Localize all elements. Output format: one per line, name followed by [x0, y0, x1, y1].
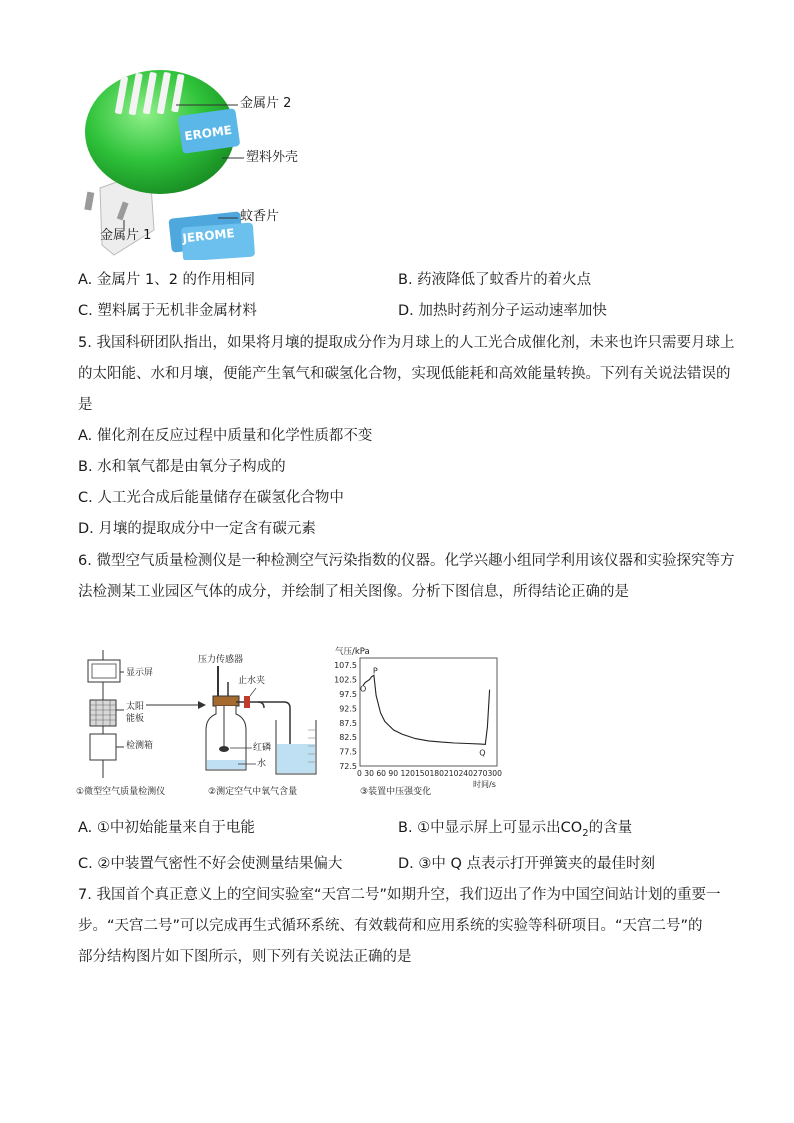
co2-formula-subscript: 2 [582, 827, 589, 839]
caption-fig2: ②测定空气中氧气含量 [208, 787, 298, 797]
q6-option-d: D. ③中 Q 点表示打开弹簧夹的最佳时刻 [398, 856, 656, 872]
q5-stem-line2: 的太阳能、水和月壤，便能产生氧气和碳氢化合物，实现低能耗和高效能量转换。下列有关说法错误的 [78, 366, 731, 382]
label-metal-2: 金属片 2 [240, 96, 292, 111]
q7-stem-line3: 部分结构图片如下图所示，则下列有关说法正确的是 [78, 949, 412, 965]
q5-stem-line3: 是 [78, 397, 93, 413]
q5-stem-line1: 5. 我国科研团队指出，如果将月壤的提取成分作为月球上的人工光合成催化剂，未来也许只需要月球上 [78, 335, 735, 351]
x-tick-labels: 0 30 60 90 120150180210240270300 [357, 769, 502, 778]
y-tick-label: 82.5 [339, 733, 357, 743]
y-tick-label: 87.5 [339, 718, 357, 728]
pressure-chart [325, 642, 505, 792]
q6-option-c: C. ②中装置气密性不好会使测量结果偏大 [78, 856, 343, 872]
q5-option-c: C. 人工光合成后能量储存在碳氢化合物中 [78, 490, 344, 506]
label-water: 水 [257, 759, 267, 769]
label-display-screen: 显示屏 [126, 668, 154, 678]
q6-option-b-text: B. ①中显示屏上可显示出 [398, 820, 561, 836]
label-pressure-sensor: 压力传感器 [198, 655, 244, 665]
y-tick-label: 97.5 [339, 690, 357, 699]
loose-tablet-brand-text: JEROME [181, 226, 236, 246]
label-mosquito-tablet: 蚊香片 [240, 209, 280, 224]
label-water-clamp: 止水夹 [238, 676, 266, 686]
co2-formula-base: CO [560, 820, 583, 836]
caption-fig1: ①微型空气质量检测仪 [76, 787, 166, 797]
co2-formula [560, 820, 589, 839]
y-tick-label: 92.5 [339, 704, 357, 714]
q5-option-a: A. 催化剂在反应过程中质量和化学性质都不变 [78, 428, 373, 444]
y-tick-label: 107.5 [334, 661, 357, 671]
q6-option-a: A. ①中初始能量来自于电能 [78, 820, 255, 836]
q7-stem-line1: 7. 我国首个真正意义上的空间实验室“天宫二号”如期升空，我们迈出了作为中国空间站计划的重要一 [78, 887, 721, 903]
q4-option-d: D. 加热时药剂分子运动速率加快 [398, 303, 607, 319]
x-axis-label: 时间/s [473, 780, 496, 789]
y-tick-label: 102.5 [334, 675, 357, 685]
point-label-q: Q [479, 748, 486, 758]
y-tick-label: 72.5 [339, 762, 357, 771]
point-label-o: O [360, 684, 367, 694]
q6-stem-line1: 6. 微型空气质量检测仪是一种检测空气污染指数的仪器。化学兴趣小组同学利用该仪器和实验探究等方 [78, 553, 735, 569]
q4-option-b: B. 药液降低了蚊香片的着火点 [398, 272, 592, 288]
q6-stem-line2: 法检测某工业园区气体的成分，并绘制了相关图像。分析下图信息，所得结论正确的是 [78, 584, 629, 600]
arrow-icon [146, 696, 206, 708]
caption-fig3: ③装置中压强变化 [360, 787, 432, 797]
label-detection-box: 检测箱 [126, 741, 154, 751]
point-label-p: P [372, 666, 378, 676]
q5-option-d: D. 月壤的提取成分中一定含有碳元素 [78, 521, 316, 537]
label-metal-1: 金属片 1 [100, 228, 152, 243]
label-solar-1: 太阳 [126, 702, 145, 712]
y-ticks [334, 661, 357, 771]
label-red-phosphorus: 红磷 [253, 743, 272, 753]
q4-option-c: C. 塑料属于无机非金属材料 [78, 303, 257, 319]
label-plastic-shell: 塑料外壳 [246, 150, 299, 165]
q4-option-a: A. 金属片 1、2 的作用相同 [78, 272, 256, 288]
pressure-chart-svg [325, 642, 505, 792]
q6-option-b-suffix: 的含量 [588, 820, 633, 836]
q7-stem-line2: 步。“天宫二号”可以完成再生式循环系统、有效载荷和应用系统的实验等科研项目。“天宫二号”的 [78, 918, 703, 934]
q6-option-b [398, 818, 632, 844]
label-solar-2: 能板 [126, 714, 145, 724]
tablet-brand-text: EROME [183, 122, 233, 144]
y-tick-label: 77.5 [339, 747, 357, 757]
q5-option-b: B. 水和氧气都是由氧分子构成的 [78, 459, 286, 475]
y-axis-label: 气压/kPa [335, 647, 370, 657]
